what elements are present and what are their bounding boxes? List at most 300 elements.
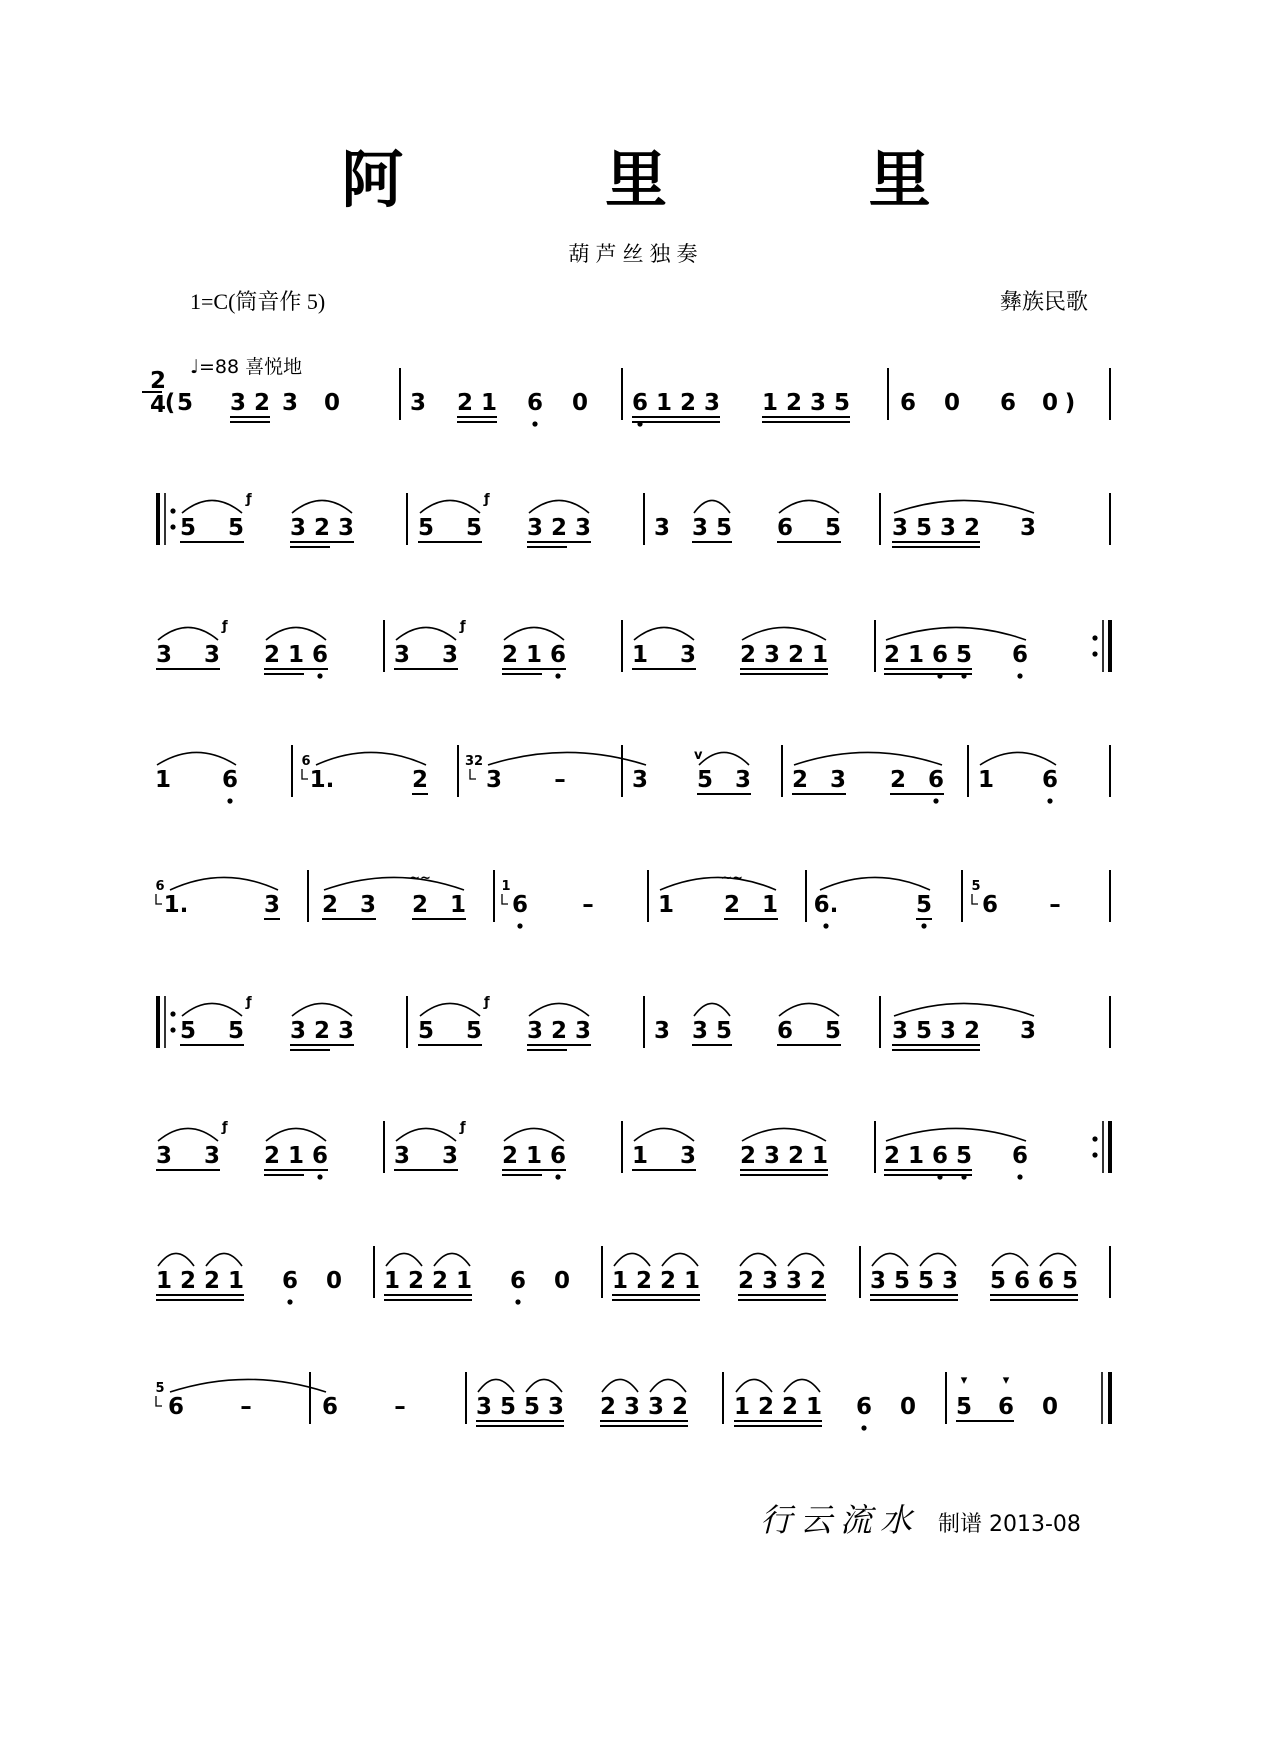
slur — [992, 1253, 1028, 1266]
note: 1 — [631, 642, 649, 668]
grace-hook — [302, 769, 308, 779]
note: 3 — [939, 1018, 957, 1044]
note: 3 — [393, 1143, 411, 1169]
note: 3 — [281, 390, 299, 416]
octave-dot-low — [933, 798, 938, 803]
note: 6 — [311, 642, 329, 668]
note: 6. — [813, 892, 839, 918]
note: 2 — [963, 515, 981, 541]
repeat-dot — [170, 524, 175, 529]
note: 3 — [763, 642, 781, 668]
slur — [694, 500, 730, 513]
slur — [920, 1253, 956, 1266]
note: 3 — [441, 642, 459, 668]
slur — [386, 1253, 422, 1266]
note: 3 — [941, 1268, 959, 1294]
note: 5 — [917, 1268, 935, 1294]
note: 2 — [791, 767, 809, 793]
time-sig-top: 2 — [150, 368, 167, 394]
trill-mark: ƒ — [460, 619, 466, 634]
note: – — [582, 892, 594, 918]
note: 1. — [163, 892, 189, 918]
note: 5 — [915, 1018, 933, 1044]
note: 6 — [167, 1394, 185, 1420]
slur — [529, 1003, 589, 1016]
breath-mark: v — [694, 748, 703, 763]
slur — [157, 752, 236, 765]
note: 2 — [659, 1268, 677, 1294]
note: 6 — [1013, 1268, 1031, 1294]
slur — [794, 752, 942, 765]
note: 6 — [776, 1018, 794, 1044]
credit-label: 制谱 2013-08 — [938, 1512, 1081, 1537]
tempo-marking: ♩=88 喜悦地 — [190, 356, 303, 378]
slur — [699, 752, 749, 765]
repeat-dot — [1092, 635, 1097, 640]
slur — [266, 1128, 326, 1141]
trill-mark: ƒ — [222, 1120, 228, 1135]
slur — [614, 1253, 650, 1266]
note: 3 — [679, 1143, 697, 1169]
note: 2 — [963, 1018, 981, 1044]
trill-mark: ƒ — [246, 492, 252, 507]
note: 1 — [287, 1143, 305, 1169]
note: 2 — [883, 642, 901, 668]
note: 3 — [761, 1268, 779, 1294]
note: 2 — [253, 390, 271, 416]
note: 0 — [553, 1268, 571, 1294]
page-title: 阿 里 里 — [341, 143, 1021, 216]
note: 6 — [855, 1394, 873, 1420]
slur — [292, 500, 352, 513]
slur — [434, 1253, 470, 1266]
slur — [886, 627, 1026, 640]
octave-dot-low — [555, 673, 560, 678]
octave-dot-low — [937, 673, 942, 678]
note: 2 — [739, 1143, 757, 1169]
note: 6 — [281, 1268, 299, 1294]
slur — [650, 1379, 686, 1392]
note: 3 — [574, 1018, 592, 1044]
note: 2 — [313, 1018, 331, 1044]
mordent-mark: ~~ — [721, 871, 743, 886]
note: 3 — [441, 1143, 459, 1169]
note: 0 — [899, 1394, 917, 1420]
note: 1 — [805, 1394, 823, 1420]
note: 3 — [203, 1143, 221, 1169]
octave-dot-low — [961, 1174, 966, 1179]
octave-dot-low — [287, 1299, 292, 1304]
slur — [1040, 1253, 1076, 1266]
slur — [206, 1253, 242, 1266]
note: 5 — [893, 1268, 911, 1294]
note: 2 — [679, 390, 697, 416]
mordent-mark: ~~ — [409, 871, 431, 886]
note: 1 — [655, 390, 673, 416]
note: 1 — [155, 1268, 173, 1294]
note: 2 — [723, 892, 741, 918]
octave-dot-low — [532, 421, 537, 426]
note: 0 — [1041, 1394, 1059, 1420]
note: 6 — [1037, 1268, 1055, 1294]
slur — [170, 1379, 326, 1392]
grace-hook — [470, 769, 476, 779]
note: 5 — [989, 1268, 1007, 1294]
note: 3 — [203, 642, 221, 668]
note: 3 — [337, 1018, 355, 1044]
trill-mark: ƒ — [246, 995, 252, 1010]
note: 3 — [653, 515, 671, 541]
note: 1 — [455, 1268, 473, 1294]
key-signature: 1=C(筒音作 5) — [190, 289, 326, 314]
note: 2 — [787, 1143, 805, 1169]
slur — [779, 500, 839, 513]
note: 3 — [623, 1394, 641, 1420]
note: 1 — [761, 390, 779, 416]
octave-dot-low — [517, 923, 522, 928]
slur — [504, 1128, 564, 1141]
note: 1 — [287, 642, 305, 668]
note: 5 — [179, 1018, 197, 1044]
octave-dot-low — [937, 1174, 942, 1179]
note: 2 — [785, 390, 803, 416]
note: 1. — [309, 767, 335, 793]
slur — [602, 1379, 638, 1392]
octave-dot-low — [637, 421, 642, 426]
octave-dot-low — [1017, 1174, 1022, 1179]
note: 1 — [657, 892, 675, 918]
octave-dot-low — [1017, 673, 1022, 678]
note: 3 — [475, 1394, 493, 1420]
slur — [660, 877, 776, 890]
signature: 行云流水 — [760, 1501, 921, 1539]
note: 3 — [829, 767, 847, 793]
note: 1 — [811, 1143, 829, 1169]
slur — [784, 1379, 820, 1392]
slur — [324, 877, 464, 890]
repeat-dot — [170, 1011, 175, 1016]
note: 3 — [526, 515, 544, 541]
slur — [526, 1379, 562, 1392]
slur — [266, 627, 326, 640]
grace-note: 1 — [501, 879, 511, 894]
note: 6 — [899, 390, 917, 416]
slur — [316, 752, 426, 765]
note: 6 — [927, 767, 945, 793]
slur — [886, 1128, 1026, 1141]
note: 3 — [359, 892, 377, 918]
note: 1 — [811, 642, 829, 668]
note: 5 — [499, 1394, 517, 1420]
note: 6 — [549, 1143, 567, 1169]
time-sig-bottom: 4 — [150, 392, 167, 418]
note: 1 — [631, 1143, 649, 1169]
note: 3 — [785, 1268, 803, 1294]
note: 1 — [449, 892, 467, 918]
note: 6 — [1011, 642, 1029, 668]
note: 3 — [734, 767, 752, 793]
slur — [396, 627, 456, 640]
grace-hook — [156, 1396, 162, 1406]
slur — [736, 1379, 772, 1392]
octave-dot-low — [921, 923, 926, 928]
note: 2 — [737, 1268, 755, 1294]
note: 5 — [824, 515, 842, 541]
note: 2 — [739, 642, 757, 668]
note: – — [394, 1394, 406, 1420]
origin-label: 彝族民歌 — [1000, 290, 1089, 315]
note: 5 — [179, 515, 197, 541]
note: 1 — [383, 1268, 401, 1294]
grace-hook — [972, 894, 978, 904]
note: 2 — [550, 515, 568, 541]
note: 2 — [411, 767, 429, 793]
note: 3 — [653, 1018, 671, 1044]
note: 5 — [955, 1394, 973, 1420]
note: 2 — [809, 1268, 827, 1294]
slur — [396, 1128, 456, 1141]
octave-dot-low — [317, 673, 322, 678]
note: 1 — [977, 767, 995, 793]
note: 2 — [431, 1268, 449, 1294]
note: 2 — [787, 642, 805, 668]
note: 0 — [943, 390, 961, 416]
note: 2 — [501, 642, 519, 668]
trill-mark: ƒ — [460, 1120, 466, 1135]
slur — [662, 1253, 698, 1266]
note: 1 — [525, 642, 543, 668]
note: 3 — [763, 1143, 781, 1169]
note: 6 — [221, 767, 239, 793]
slur — [158, 1128, 218, 1141]
note: 5 — [465, 515, 483, 541]
note: 2 — [321, 892, 339, 918]
note: 3 — [393, 642, 411, 668]
slur — [182, 500, 242, 513]
note: 2 — [501, 1143, 519, 1169]
repeat-dot — [170, 508, 175, 513]
slur — [158, 1253, 194, 1266]
note: 6 — [931, 1143, 949, 1169]
note: 3 — [691, 1018, 709, 1044]
note: 1 — [733, 1394, 751, 1420]
note: 3 — [155, 1143, 173, 1169]
grace-note: 5 — [971, 879, 981, 894]
note: 5 — [715, 1018, 733, 1044]
note: 1 — [907, 642, 925, 668]
staccato-mark: ▾ — [1002, 1373, 1010, 1388]
grace-hook — [156, 894, 162, 904]
note: 6 — [1011, 1143, 1029, 1169]
repeat-dot — [1092, 1136, 1097, 1141]
note: 3 — [155, 642, 173, 668]
note: 3 — [547, 1394, 565, 1420]
octave-dot-low — [1047, 798, 1052, 803]
note: 6 — [631, 390, 649, 416]
repeat-dot — [170, 1027, 175, 1032]
note: 3 — [679, 642, 697, 668]
octave-dot-low — [861, 1425, 866, 1430]
note: 6 — [997, 1394, 1015, 1420]
slur — [742, 627, 826, 640]
slur — [894, 500, 1034, 513]
slur — [292, 1003, 352, 1016]
slur — [158, 627, 218, 640]
note: 6 — [999, 390, 1017, 416]
note: 3 — [939, 515, 957, 541]
slur — [742, 1128, 826, 1141]
note: – — [240, 1394, 252, 1420]
note: 3 — [337, 515, 355, 541]
note: 2 — [263, 1143, 281, 1169]
slur — [740, 1253, 776, 1266]
note: 2 — [411, 892, 429, 918]
note: 5 — [227, 1018, 245, 1044]
note: 5 — [833, 390, 851, 416]
note: – — [1049, 892, 1061, 918]
octave-dot-low — [515, 1299, 520, 1304]
note: 1 — [761, 892, 779, 918]
note: 2 — [635, 1268, 653, 1294]
slur — [182, 1003, 242, 1016]
note: 3 — [891, 1018, 909, 1044]
note: 6 — [526, 390, 544, 416]
note: 3 — [631, 767, 649, 793]
note: 5 — [915, 515, 933, 541]
note: 3 — [409, 390, 427, 416]
note: 3 — [485, 767, 503, 793]
note: 3 — [574, 515, 592, 541]
note: 2 — [313, 515, 331, 541]
slur — [980, 752, 1056, 765]
note: 2 — [407, 1268, 425, 1294]
note: 3 — [263, 892, 281, 918]
slur — [420, 1003, 480, 1016]
note: 2 — [671, 1394, 689, 1420]
note: 5 — [715, 515, 733, 541]
note: 5 — [523, 1394, 541, 1420]
note: 2 — [883, 1143, 901, 1169]
note: 5 — [696, 767, 714, 793]
note: 3 — [229, 390, 247, 416]
note: 5 — [824, 1018, 842, 1044]
octave-dot-low — [317, 1174, 322, 1179]
note: 1 — [227, 1268, 245, 1294]
grace-note: 5 — [155, 1381, 165, 1396]
note: 5 — [955, 642, 973, 668]
slur — [788, 1253, 824, 1266]
note: 1 — [480, 390, 498, 416]
note: 3 — [809, 390, 827, 416]
note: 2 — [179, 1268, 197, 1294]
note: ( — [164, 390, 176, 416]
note: 6 — [931, 642, 949, 668]
note: 3 — [703, 390, 721, 416]
note: 2 — [757, 1394, 775, 1420]
note: 3 — [526, 1018, 544, 1044]
note: 3 — [869, 1268, 887, 1294]
note: 6 — [776, 515, 794, 541]
note: 3 — [691, 515, 709, 541]
grace-note: 6 — [301, 754, 311, 769]
note: 6 — [321, 1394, 339, 1420]
slur — [894, 1003, 1034, 1016]
slur — [478, 1379, 514, 1392]
staccato-mark: ▾ — [960, 1373, 968, 1388]
slur — [694, 1003, 730, 1016]
note: 6 — [311, 1143, 329, 1169]
note: 2 — [781, 1394, 799, 1420]
slur — [504, 627, 564, 640]
note: 5 — [1061, 1268, 1079, 1294]
slur — [872, 1253, 908, 1266]
slur — [779, 1003, 839, 1016]
grace-note: 32 — [464, 754, 484, 769]
note: 6 — [511, 892, 529, 918]
note: 0 — [323, 390, 341, 416]
note: 5 — [915, 892, 933, 918]
note: 5 — [465, 1018, 483, 1044]
note: 5 — [955, 1143, 973, 1169]
slur — [170, 877, 278, 890]
trill-mark: ƒ — [484, 995, 490, 1010]
trill-mark: ƒ — [222, 619, 228, 634]
repeat-dot — [1092, 1152, 1097, 1157]
note: 0 — [1041, 390, 1059, 416]
note: 0 — [325, 1268, 343, 1294]
note: 1 — [525, 1143, 543, 1169]
note: 3 — [647, 1394, 665, 1420]
slur — [634, 1128, 694, 1141]
note: 5 — [417, 1018, 435, 1044]
note: 1 — [907, 1143, 925, 1169]
note: 6 — [509, 1268, 527, 1294]
octave-dot-low — [823, 923, 828, 928]
note: 5 — [176, 390, 194, 416]
subtitle: 葫芦丝独奏 — [568, 242, 704, 266]
note: 2 — [599, 1394, 617, 1420]
note: 3 — [891, 515, 909, 541]
note: 6 — [1041, 767, 1059, 793]
note: 6 — [981, 892, 999, 918]
octave-dot-low — [961, 673, 966, 678]
note: 3 — [1019, 1018, 1037, 1044]
slur — [820, 877, 930, 890]
note: ) — [1064, 390, 1076, 416]
grace-note: 6 — [155, 879, 165, 894]
note: 2 — [456, 390, 474, 416]
note: 3 — [289, 515, 307, 541]
note: – — [554, 767, 566, 793]
slur — [420, 500, 480, 513]
repeat-dot — [1092, 651, 1097, 656]
slur — [634, 627, 694, 640]
note: 2 — [550, 1018, 568, 1044]
note: 0 — [571, 390, 589, 416]
note: 2 — [263, 642, 281, 668]
octave-dot-low — [227, 798, 232, 803]
note: 1 — [683, 1268, 701, 1294]
octave-dot-low — [555, 1174, 560, 1179]
note: 5 — [417, 515, 435, 541]
note: 6 — [549, 642, 567, 668]
slur — [529, 500, 589, 513]
note: 5 — [227, 515, 245, 541]
note: 3 — [289, 1018, 307, 1044]
note: 3 — [1019, 515, 1037, 541]
note: 1 — [611, 1268, 629, 1294]
trill-mark: ƒ — [484, 492, 490, 507]
